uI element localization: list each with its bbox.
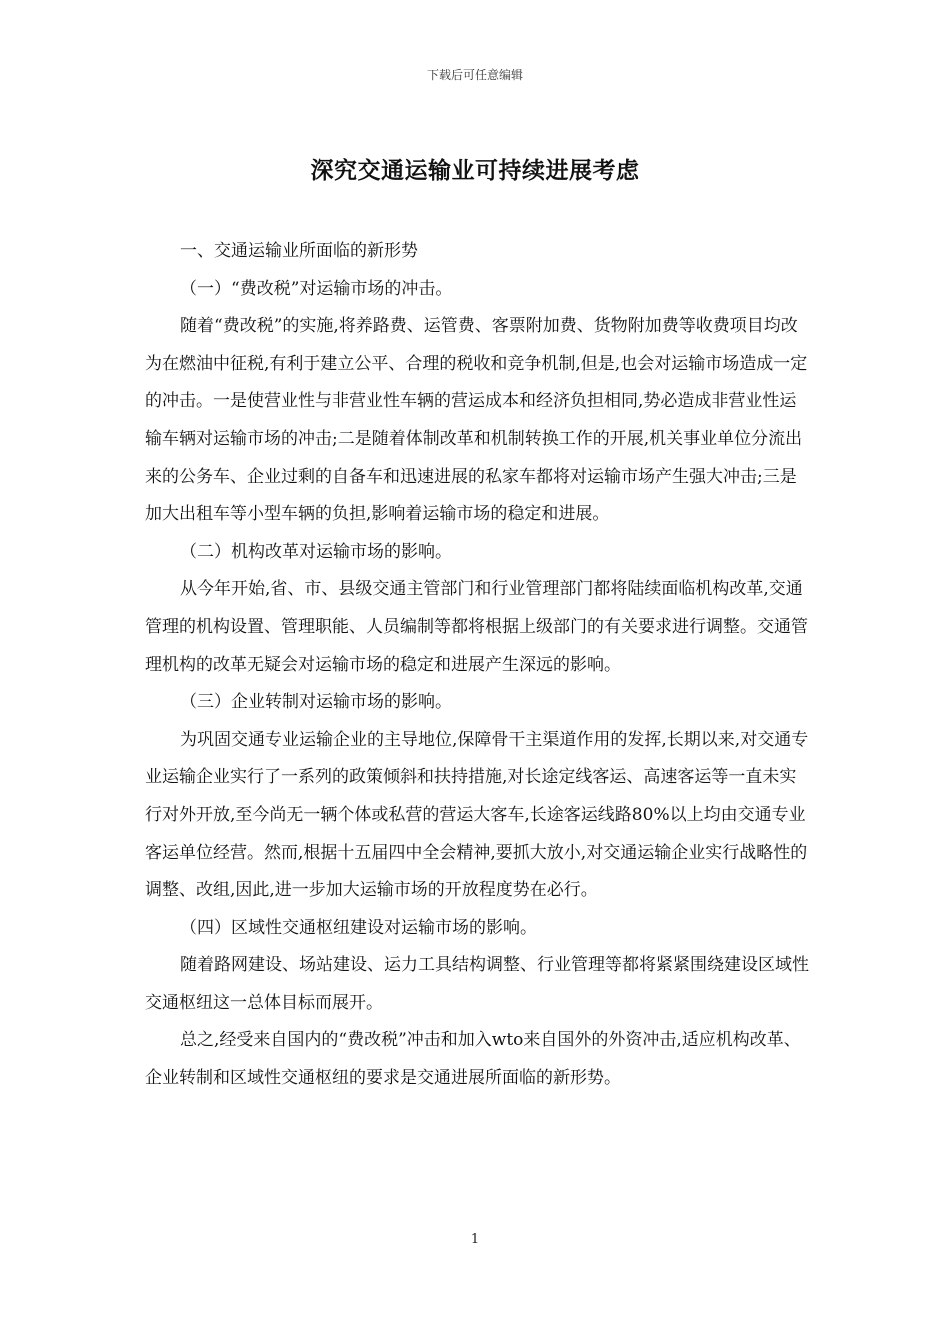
body-paragraph: 随着路网建设、场站建设、运力工具结构调整、行业管理等都将紧紧围绕建设区域性交通枢纽这一总体目标而展开。 — [145, 955, 809, 1013]
body-paragraph: 为巩固交通专业运输企业的主导地位,保障骨干主渠道作用的发挥,长期以来,对交通专业运输企业实行了一系列的政策倾斜和扶持措施,对长途定线客运、高速客运等一直未实行对外开放,至今尚无一辆个体或私营的营运大客车,长途客运线路80%以上均由交通专业客运单位经营。然而,根据十五届四中全会精神,要抓大放小,对交通运输企业实行战略性的调整、改组,因此,进一步加大运输市场的开放程度势在必行。 — [145, 729, 809, 901]
document-body — [145, 233, 810, 1098]
subsection-heading: （四）区域性交通枢纽建设对运输市场的影响。 — [180, 917, 537, 938]
document-title: 深究交通运输业可持续进展考虑 — [310, 157, 640, 184]
page-number: 1 — [470, 1232, 480, 1247]
subsection-heading: （三）企业转制对运输市场的影响。 — [180, 692, 452, 713]
body-paragraph: 从今年开始,省、市、县级交通主管部门和行业管理部门都将陆续面临机构改革,交通管理的机构设置、管理职能、人员编制等都将根据上级部门的有关要求进行调整。交通管理机构的改革无疑会对运输市场的稳定和进展产生深远的影响。 — [145, 579, 808, 675]
header-note: 下载后可任意编辑 — [426, 68, 523, 82]
subsection-heading: （二）机构改革对运输市场的影响。 — [180, 541, 452, 562]
subsection-heading: （一）“费改税”对运输市场的冲击。 — [180, 278, 453, 299]
body-paragraph: 随着“费改税”的实施,将养路费、运管费、客票附加费、货物附加费等收费项目均改为在燃油中征税,有利于建立公平、合理的税收和竞争机制,但是,也会对运输市场造成一定的冲击。一是使营业性与非营业性车辆的营运成本和经济负担相同,势必造成非营业性运输车辆对运输市场的冲击;二是随着体制改革和机制转换工作的开展,机关事业单位分流出来的公务车、企业过剩的自备车和迅速进展的私家车都将对运输市场产生强大冲击;三是加大出租车等小型车辆的负担,影响着运输市场的稳定和进展。 — [145, 316, 808, 525]
section-heading: 一、交通运输业所面临的新形势 — [180, 241, 418, 261]
body-paragraph: 总之,经受来自国内的“费改税”冲击和加入wto来自国外的外资冲击,适应机构改革、企业转制和区域性交通枢纽的要求是交通进展所面临的新形势。 — [145, 1030, 801, 1089]
